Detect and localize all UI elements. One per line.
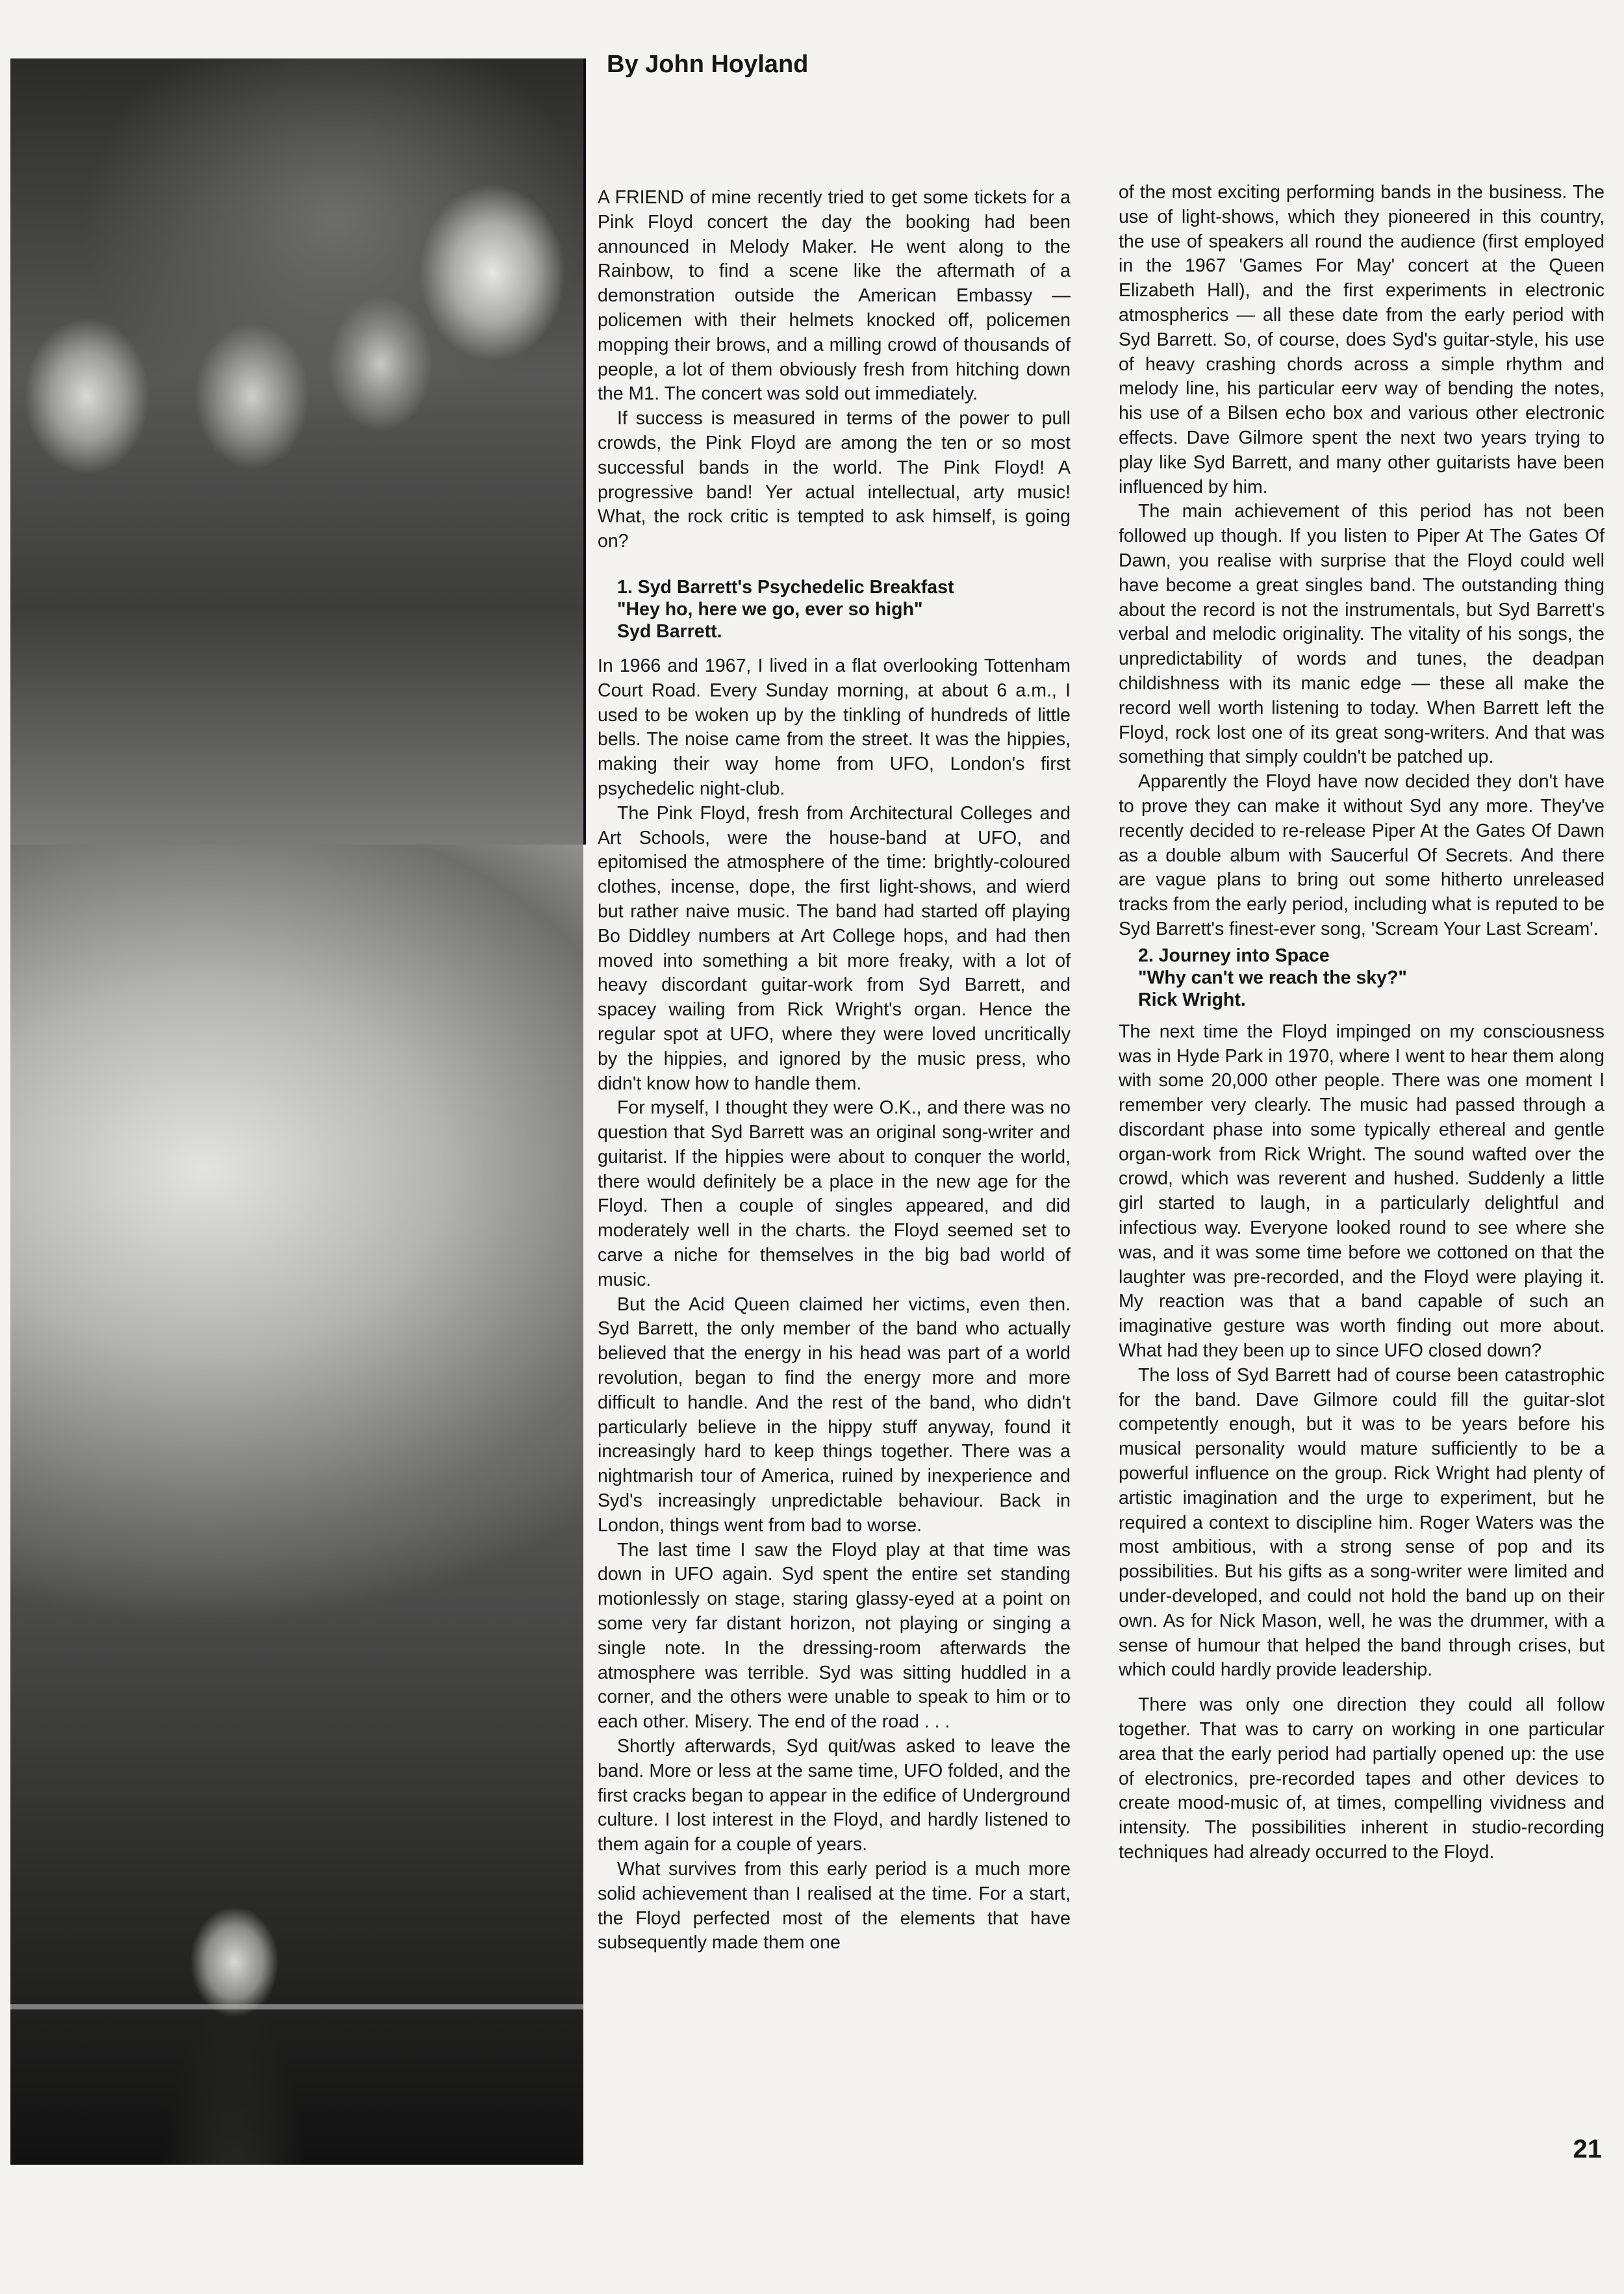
byline: By John Hoyland xyxy=(607,51,809,78)
section-attribution: Syd Barrett. xyxy=(617,620,722,642)
body-paragraph: There was only one direction they could all follow together. That was to carry on working in one particular area that the early period had partially opened up: the use of electronics, pre-recorded tapes and other devices to create mood-music of, at times, compelling vividness and intensity. The possibilities inherent in studio-recording techniques had already occurred to the Floyd. xyxy=(1119,1694,1605,1863)
stage-edge xyxy=(10,2004,583,2009)
article-column-left xyxy=(598,186,1071,1956)
body-paragraph: For myself, I thought they were O.K., and there was no question that Syd Barrett was an original song-writer and guitarist. If the hippies were about to conquer the world, there would definitely be a place in the new age for the Floyd. Then a couple of singles appeared, and did moderately well in the charts. the Floyd seemed set to carve a niche for themselves in the big bad world of music. xyxy=(598,1097,1071,1290)
body-paragraph: What survives from this early period is a much more solid achievement than I realised at the time. For a start, the Floyd perfected most of the elements that have subsequently made them one xyxy=(598,1859,1071,1954)
body-paragraph: Shortly afterwards, Syd quit/was asked to leave the band. More or less at the same time, UFO folded, and the first cracks began to appear in the edifice of Underground culture. I lost interest in the Floyd, and hardly listened to them again for a couple of years. xyxy=(598,1736,1071,1855)
body-paragraph: But the Acid Queen claimed her victims, even then. Syd Barrett, the only member of the band who actually believed that the energy in his head was part of a world revolution, began to find the energy more and more difficult to handle. And the rest of the band, who didn't particularly believe in the hippy stuff anyway, found it increasingly hard to keep things together. There was a nightmarish tour of America, ruined by inexperience and Syd's increasingly unpredictable behaviour. Back in London, things went from bad to worse. xyxy=(598,1294,1071,1536)
section-quote: "Why can't we reach the sky?" xyxy=(1138,967,1407,988)
section-attribution: Rick Wright. xyxy=(1138,989,1246,1010)
band-group-photo xyxy=(10,58,586,845)
intro-paragraph: If success is measured in terms of the power to pull crowds, the Pink Floyd are among the ten or so most successful bands in the world. The Pink Floyd! A progressive band! Yer actual intellectual, arty music! What, the rock critic is tempted to ask himself, is going on? xyxy=(598,408,1071,552)
article-column-right xyxy=(1119,181,1605,1865)
body-paragraph: The main achievement of this period has not been followed up though. If you listen to Piper At The Gates Of Dawn, you realise with surprise that the Floyd could well have become a great singles band. The outstanding thing about the record is not the instrumentals, but Syd Barrett's verbal and melodic originality. The vitality of his songs, the unpredictability of words and tunes, the deadpan childishness with its manic edge — these all make the record well worth listening to today. When Barrett left the Floyd, rock lost one of its great song-writers. And that was something that simply couldn't be patched up. xyxy=(1119,501,1605,768)
body-paragraph: The Pink Floyd, fresh from Architectural Colleges and Art Schools, were the house-band at UFO, and epitomised the atmosphere of the time: brightly-coloured clothes, incense, dope, the first light-shows, and wierd but rather naive music. The band had started off playing Bo Diddley numbers at Art College hops, and had then moved into something a bit more freaky, with a lot of heavy discordant guitar-work from Syd Barrett, and spacey wailing from Rick Wright's organ. Hence the regular spot at UFO, where they were loved uncritically by the hippies, and ignored by the music press, who didn't know how to handle them. xyxy=(598,802,1071,1094)
body-paragraph: In 1966 and 1967, I lived in a flat overlooking Tottenham Court Road. Every Sunday morning, at about 6 a.m., I used to be woken up by the tinkling of hundreds of little bells. The noise came from the street. It was the hippies, making their way home from UFO, London's first psychedelic night-club. xyxy=(598,655,1071,799)
section-1-heading-block xyxy=(598,576,1071,643)
body-paragraph: Apparently the Floyd have now decided they don't have to prove they can make it without Syd any more. They've recently decided to re-release Piper At the Gates Of Dawn as a double album with Saucerful Of Secrets. And there are vague plans to bring out some hitherto unreleased tracks from the early period, including what is reputed to be Syd Barrett's finest-ever song, 'Scream Your Last Scream'. xyxy=(1119,771,1605,939)
page-number: 21 xyxy=(1573,2135,1602,2163)
intro-paragraph: A FRIEND of mine recently tried to get some tickets for a Pink Floyd concert the day the booking had been announced in Melody Maker. He went along to the Rainbow, to find a scene like the aftermath of a demonstration outside the American Embassy — policemen with their helmets knocked off, policemen mopping their brows, and a milling crowd of thousands of people, a lot of them obviously fresh from hitching down the M1. The concert was sold out immediately. xyxy=(598,187,1071,405)
section-2-heading-block xyxy=(1119,945,1605,1011)
body-paragraph: The next time the Floyd impinged on my consciousness was in Hyde Park in 1970, where I went to hear them along with some 20,000 other people. There was one moment I remember very clearly. The music had passed through a discordant phase into some typically ethereal and gentle organ-work from Rick Wright. The sound wafted over the crowd, which was reverent and hushed. Suddenly a little girl started to laugh, in a particularly delightful and infectious way. Everyone looked round to see where she was, and it was some time before we cottoned on that the laughter was pre-recorded, and the Floyd were playing it. My reaction was that a band capable of such an imaginative gesture was worth finding out more about. What had they been up to since UFO closed down? xyxy=(1119,1021,1605,1362)
body-paragraph: of the most exciting performing bands in the business. The use of light-shows, which they pioneered in this country, the use of speakers all round the audience (first employed in the 1967 'Games For May' concert at the Queen Elizabeth Hall), and the first experiments in electronic atmospherics — all these date from the early period with Syd Barrett. So, of course, does Syd's guitar-style, his use of heavy crashing chords across a simple rhythm and melody line, his particular eerv way of bending the notes, his use of a Bilsen echo box and various other electronic effects. Dave Gilmore spent the next two years trying to play like Syd Barrett, and many other guitarists have been influenced by him. xyxy=(1119,182,1605,498)
body-paragraph: The last time I saw the Floyd play at that time was down in UFO again. Syd spent the entire set standing motionlessly on stage, staring glassy-eyed at a point on some very far distant horizon, not playing or singing a single note. In the dressing-room afterwards the atmosphere was terrible. Syd was sitting huddled in a corner, and the others were unable to speak to him or to each other. Misery. The end of the road . . . xyxy=(598,1539,1071,1733)
section-quote: "Hey ho, here we go, ever so high" xyxy=(617,598,923,620)
section-heading: 2. Journey into Space xyxy=(1138,945,1330,966)
concert-stage-photo xyxy=(10,845,583,2165)
body-paragraph: The loss of Syd Barrett had of course been catastrophic for the band. Dave Gilmore could fill the guitar-slot competently enough, but it was to be years before his musical personality would mature sufficiently to be a powerful influence on the group. Rick Wright had plenty of artistic imagination and the urge to experiment, but he required a context to discipline him. Roger Waters was the most ambitious, with a strong sense of pop and its possibilities. But his gifts as a song-writer were limited and under-developed, and could not hold the band up on their own. As for Nick Mason, well, he was the drummer, with a sense of humour that helped the band through crises, but which could hardly provide leadership. xyxy=(1119,1364,1605,1681)
section-heading: 1. Syd Barrett's Psychedelic Breakfast xyxy=(617,576,954,598)
